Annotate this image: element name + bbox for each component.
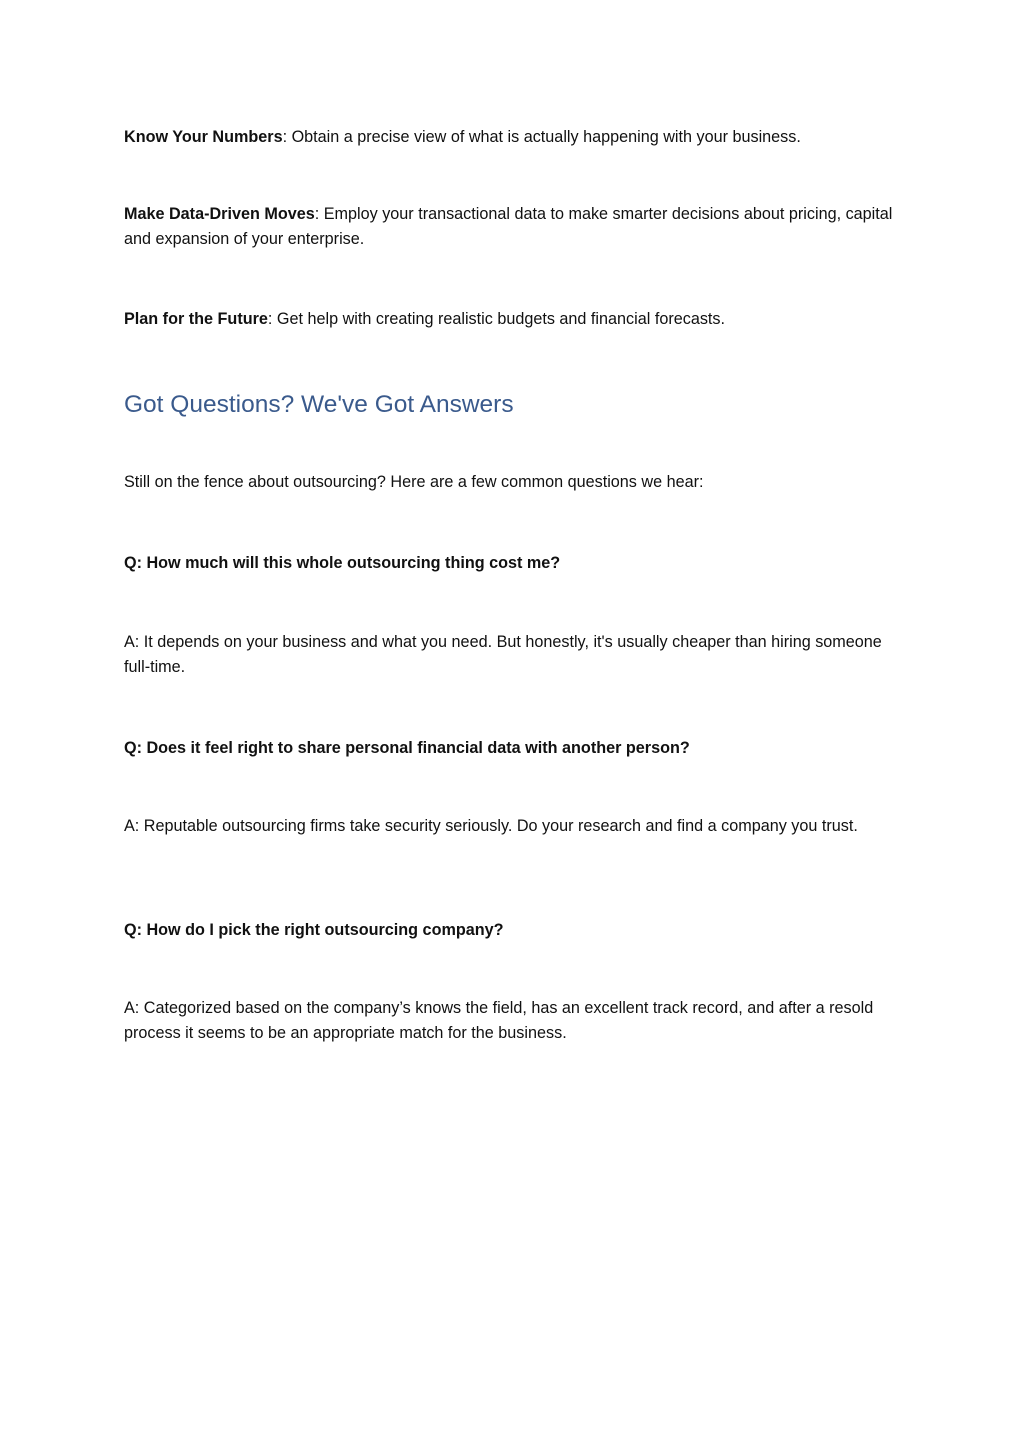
faq-answer-pick-company: A: Categorized based on the company’s knows the field, has an excellent track record, and after a resold process it seems to be an appropriate match for the business. xyxy=(124,999,874,1042)
faq-intro: Still on the fence about outsourcing? Here are a few common questions we hear: xyxy=(124,473,704,491)
benefit-text: : Get help with creating realistic budgets and financial forecasts. xyxy=(267,310,725,328)
faq-question-pick-company: Q: How do I pick the right outsourcing company? xyxy=(124,921,504,939)
benefit-data-driven-moves xyxy=(124,202,900,252)
benefit-text: : Employ your transactional data to make smarter decisions about pricing, capital and expansion of your enterprise. xyxy=(124,205,893,248)
benefit-term: Make Data-Driven Moves xyxy=(124,205,315,223)
benefit-term: Plan for the Future xyxy=(124,310,268,328)
faq-answer-cost: A: It depends on your business and what you need. But honestly, it's usually cheaper than hiring someone full-time. xyxy=(124,633,882,676)
faq-question-cost: Q: How much will this whole outsourcing thing cost me? xyxy=(124,554,561,572)
benefit-text: : Obtain a precise view of what is actually happening with your business. xyxy=(282,128,801,146)
faq-answer-share-data: A: Reputable outsourcing firms take security seriously. Do your research and find a company you trust. xyxy=(124,817,858,835)
benefit-term: Know Your Numbers xyxy=(124,128,283,146)
benefit-plan-for-future xyxy=(124,307,900,332)
faq-question-share-data: Q: Does it feel right to share personal financial data with another person? xyxy=(124,739,690,757)
benefit-know-your-numbers xyxy=(124,125,900,150)
faq-heading: Got Questions? We've Got Answers xyxy=(124,391,514,418)
